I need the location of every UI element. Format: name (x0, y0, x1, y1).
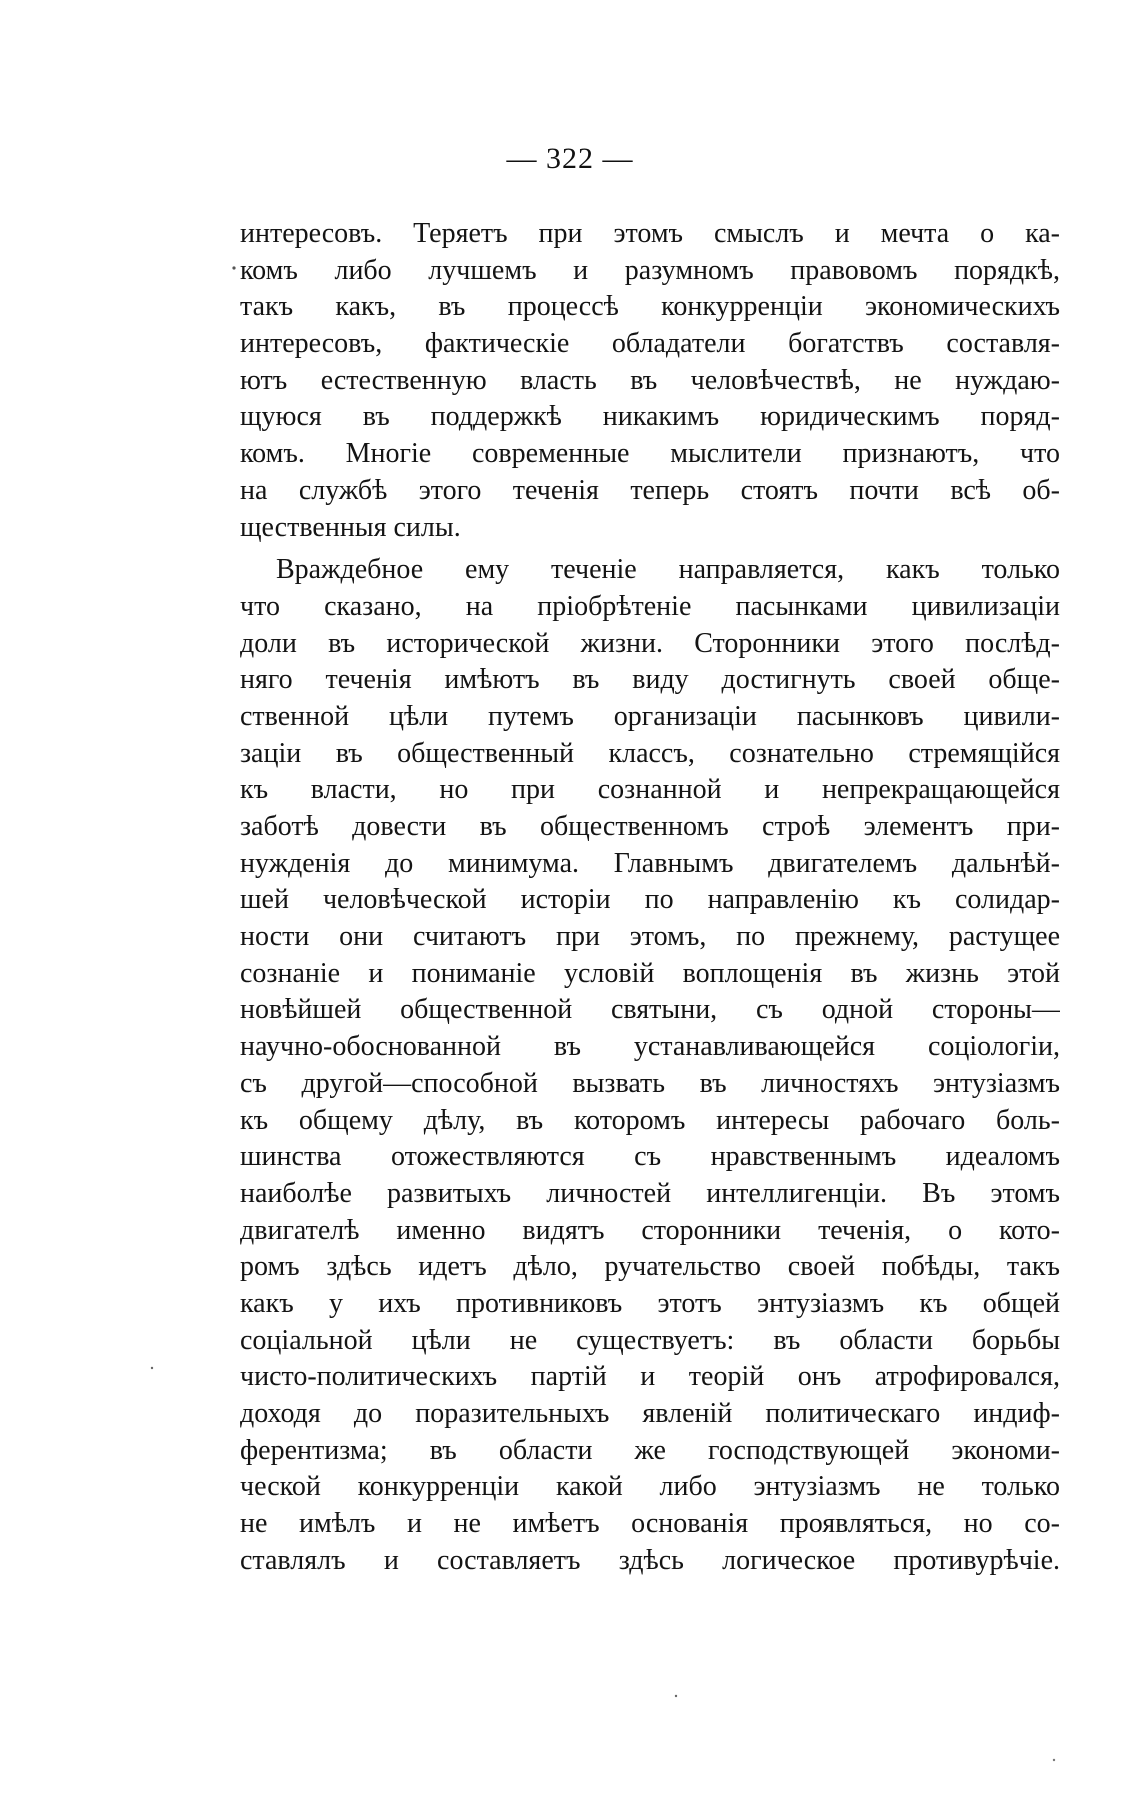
text-line: нужденія до минимума. Главнымъ двигателемъ дальнѣй- (240, 847, 1060, 879)
text-line: комъ либо лучшемъ и разумномъ правовомъ порядкѣ, (240, 254, 1060, 286)
text-line: ромъ здѣсь идетъ дѣло, ручательство своей побѣды, такъ (240, 1251, 1060, 1283)
paragraph-1 (240, 216, 1060, 546)
text-line: интересовъ. Теряетъ при этомъ смыслъ и мечта о ка- (240, 218, 1060, 249)
text-line: ственной цѣли путемъ организаціи пасынковъ цивили- (240, 700, 1060, 732)
text-line: Враждебное ему теченіе направляется, какъ только (276, 554, 1060, 586)
body-text (240, 216, 1060, 1579)
speck (675, 1695, 677, 1697)
text-line: шинства отожествляются съ нравственнымъ идеаломъ (240, 1141, 1060, 1173)
speck (1053, 1759, 1055, 1761)
text-line: ческой конкурренціи какой либо энтузіазмъ не только (240, 1471, 1060, 1503)
text-line: на службѣ этого теченія теперь стоятъ почти всѣ об- (240, 474, 1060, 506)
paragraph-2 (240, 552, 1060, 1579)
text-line: къ общему дѣлу, въ которомъ интересы рабочаго боль- (240, 1104, 1060, 1136)
text-line: съ другой—способной вызвать въ личностяхъ энтузіазмъ (240, 1067, 1060, 1099)
text-line: няго теченія имѣютъ въ виду достигнуть своей обще- (240, 664, 1060, 696)
text-line: щественныя силы. (240, 511, 461, 543)
text-line: щуюся въ поддержкѣ никакимъ юридическимъ поряд- (240, 401, 1060, 433)
page-number: — 322 — (506, 142, 634, 175)
text-line: соціальной цѣли не существуетъ: въ области борьбы (240, 1324, 1060, 1356)
text-line: къ власти, но при сознанной и непрекращающейся (240, 774, 1060, 806)
text-line: комъ. Многіе современные мыслители признаютъ, что (240, 438, 1060, 470)
text-line: какъ у ихъ противниковъ этотъ энтузіазмъ къ общей (240, 1287, 1060, 1319)
text-line: чисто-политическихъ партій и теорій онъ атрофировался, (240, 1361, 1060, 1393)
text-line: двигателѣ именно видятъ сторонники теченія, о кото- (240, 1214, 1060, 1246)
text-line: доли въ исторической жизни. Сторонники этого послѣд- (240, 627, 1060, 659)
speck (232, 266, 235, 269)
text-line: новѣйшей общественной святыни, съ одной стороны— (240, 994, 1060, 1026)
text-line: ности они считаютъ при этомъ, по прежнему, растущее (240, 921, 1060, 953)
text-line: доходя до поразительныхъ явленій политическаго индиф- (240, 1398, 1060, 1429)
speck (151, 1367, 153, 1369)
text-line: что сказано, на пріобрѣтеніе пасынками цивилизаціи (240, 590, 1060, 622)
text-line: сознаніе и пониманіе условій воплощенія въ жизнь этой (240, 957, 1060, 989)
text-line: не имѣлъ и не имѣетъ основанія проявляться, но со- (240, 1508, 1060, 1540)
text-line: такъ какъ, въ процессѣ конкурренціи экономическихъ (240, 291, 1060, 323)
text-line: шей человѣческой исторіи по направленію къ солидар- (240, 884, 1060, 916)
text-line: заціи въ общественный классъ, сознательно стремящійся (240, 737, 1060, 769)
text-line: ферентизма; въ области же господствующей экономи- (240, 1434, 1060, 1466)
text-line: наиболѣе развитыхъ личностей интеллигенціи. Въ этомъ (240, 1177, 1060, 1209)
text-line: ставлялъ и составляетъ здѣсь логическое противурѣчіе. (240, 1544, 1060, 1576)
text-line: научно-обоснованной въ устанавливающейся соціологіи, (240, 1031, 1060, 1063)
text-line: интересовъ, фактическіе обладатели богатствъ составля- (240, 328, 1060, 360)
text-line: заботѣ довести въ общественномъ строѣ элементъ при- (240, 811, 1060, 842)
text-line: ютъ естественную власть въ человѣчествѣ, не нуждаю- (240, 364, 1060, 396)
